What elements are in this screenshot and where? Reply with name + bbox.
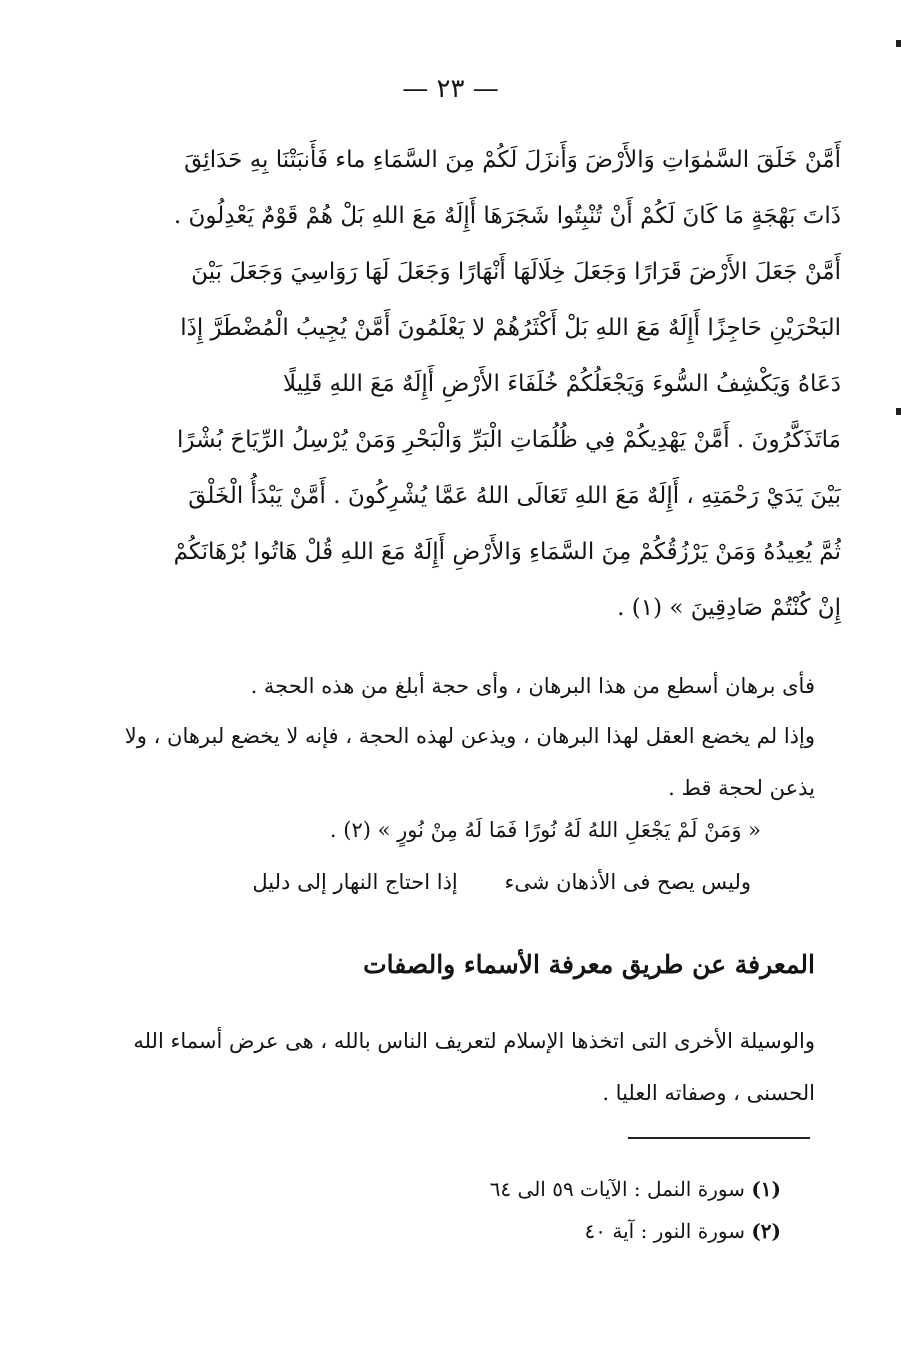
footnotes [490, 1168, 781, 1252]
footnote-item [490, 1168, 781, 1210]
verse-line: مَاتَذَكَّرُونَ . أَمَّنْ يَهْدِيكُمْ فِي ظُلُمَاتِ الْبَرِّ وَالْبَحْرِ وَمَنْ يُرْسِلُ الرِّيَاحَ بُشْرًا [177, 427, 841, 453]
edge-mark-top [896, 40, 901, 47]
footnote-number: (١) [751, 1177, 781, 1201]
paragraph-reason: وإذا لم يخضع العقل لهذا البرهان ، ويذعن لهذه الحجة ، فإنه لا يخضع لبرهان ، ولا يذعن لحجة قط . [124, 724, 815, 800]
footnote-divider [628, 1137, 810, 1139]
verse-line: ذَاتَ بَهْجَةٍ مَا كَانَ لَكُمْ أَنْ تُنْبِتُوا شَجَرَهَا أَإِلَهٌ مَعَ اللهِ بَلْ هُمْ قَوْمٌ يَعْدِلُونَ . [173, 203, 841, 229]
verse-line: إِنْ كُنْتُمْ صَادِقِينَ » (١) . [617, 595, 841, 621]
verse-line: أَمَّنْ جَعَلَ الأَرْضَ قَرَارًا وَجَعَلَ خِلَالَهَا أَنْهَارًا وَجَعَلَ لَهَا رَوَاسِيَ وَجَعَلَ بَيْنَ [191, 259, 841, 285]
page-number: — ٢٣ — [402, 74, 499, 104]
paragraph-argument: فأى برهان أسطع من هذا البرهان ، وأى حجة أبلغ من هذه الحجة . [250, 674, 815, 698]
footnote-number: (٢) [751, 1219, 781, 1243]
edge-mark-middle [896, 408, 901, 415]
verse-line: البَحْرَيْنِ حَاجِزًا أَإِلَهٌ مَعَ اللهِ بَلْ أَكْثَرُهُمْ لا يَعْلَمُونَ أَمَّنْ يُجِيبُ الْمُضْطَرَّ إِذَا [180, 315, 841, 341]
paragraph-names-attributes: والوسيلة الأخرى التى اتخذها الإسلام لتعريف الناس بالله ، هى عرض أسماء الله الحسنى ، وصفاته العليا . [133, 1029, 815, 1105]
quran-verse-block [121, 132, 841, 636]
verse-line: أَمَّنْ خَلَقَ السَّمٰوَاتِ وَالأَرْضَ وَأَنزَلَ لَكُمْ مِنَ السَّمَاءِ ماء فَأَنبَتْنَا بِهِ حَدَائِقَ [184, 147, 841, 173]
verse-line: ثُمَّ يُعِيدُهُ وَمَنْ يَرْزُقُكُمْ مِنَ السَّمَاءِ وَالأَرْضِ أَإِلَهٌ مَعَ اللهِ قُلْ هَاتُوا بُرْهَانَكُمْ [173, 539, 841, 565]
quran-quote: « وَمَنْ لَمْ يَجْعَلِ اللهُ لَهُ نُورًا فَمَا لَهُ مِنْ نُورٍ » (٢) . [329, 818, 761, 842]
verse-line: دَعَاهُ وَيَكْشِفُ السُّوءَ وَيَجْعَلُكُمْ خُلَفَاءَ الأَرْضِ أَإِلَهٌ مَعَ اللهِ قَلِيلًا [282, 371, 841, 397]
poem-verse [191, 870, 751, 894]
footnote-text: سورة النور : آية ٤٠ [584, 1219, 745, 1243]
poem-second-half: إذا احتاج النهار إلى دليل [252, 870, 458, 894]
footnote-item [490, 1210, 781, 1252]
poem-first-half: وليس يصح فى الأذهان شىء [504, 870, 751, 894]
footnote-text: سورة النمل : الآيات ٥٩ الى ٦٤ [489, 1177, 745, 1201]
verse-line: بَيْنَ يَدَيْ رَحْمَتِهِ ، أَإِلَهٌ مَعَ اللهِ تَعَالَى اللهُ عَمَّا يُشْرِكُونَ . أَمَّنْ يَبْدَأُ الْخَلْقَ [188, 483, 841, 509]
section-heading: المعرفة عن طريق معرفة الأسماء والصفات [363, 950, 815, 979]
